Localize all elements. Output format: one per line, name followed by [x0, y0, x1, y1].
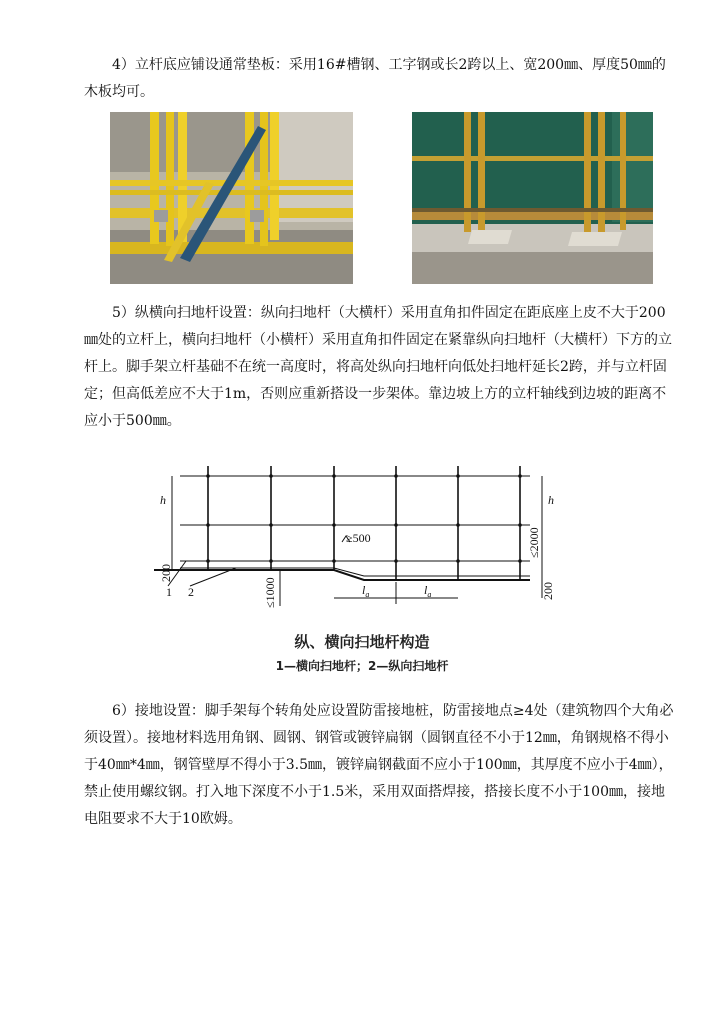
scaffold-base-photo-left	[110, 112, 353, 284]
diagram-label-h-left: h	[160, 493, 166, 507]
diagram-label-la-2: $l_a$	[424, 583, 432, 599]
scaffold-base-photo-right	[412, 112, 653, 284]
diagram-label-h-right: h	[548, 493, 554, 507]
figure-title: 纵、横向扫地杆构造	[294, 633, 430, 651]
diagram-label-la-1: $l_a$	[362, 583, 370, 599]
diagram-label-le2000: ≤2000	[527, 527, 541, 558]
paragraph-4	[84, 52, 674, 106]
diagram-callout-1: 1	[166, 585, 172, 599]
diagram-label-200-left: 200	[159, 564, 173, 582]
paragraph-5-text: 5）纵横向扫地杆设置：纵向扫地杆（大横杆）采用直角扣件固定在距底座上皮不大于200㎜处的立杆上，横向扫地杆（小横杆）采用直角扣件固定在紧靠纵向扫地杆（大横杆）下方的立杆上。脚手架立杆基础不在统一高度时，将高处纵向扫地杆向低处扫地杆延长2跨，并与立杆固定；但高低差应不大于1m，否则应重新搭设一步架体。靠边坡上方的立杆轴线到边坡的距离不应小于500㎜。	[84, 305, 672, 429]
diagram-label-le1000: ≤1000	[263, 577, 277, 608]
diagram-label-ge500: ≥500	[346, 531, 371, 545]
paragraph-4-text: 4）立杆底应铺设通常垫板：采用16#槽钢、工字钢或长2跨以上、宽200㎜、厚度50㎜的木板均可。	[84, 57, 666, 100]
diagram-label-200-right: 200	[541, 582, 555, 600]
figure-legend: 1—横向扫地杆；2—纵向扫地杆	[275, 659, 449, 673]
paragraph-6	[84, 698, 674, 833]
paragraph-5	[84, 300, 674, 435]
diagram-callout-2: 2	[188, 585, 194, 599]
sweeping-pole-diagram	[150, 458, 574, 648]
paragraph-6-text: 6）接地设置：脚手架每个转角处应设置防雷接地桩，防雷接地点≥4处（建筑物四个大角必须设置）。接地材料选用角钢、圆钢、钢管或镀锌扁钢（圆钢直径不小于12㎜，角钢规格不得小于40㎜*4㎜，钢管壁厚不得小于3.5㎜，镀锌扁钢截面不应小于100㎜，其厚度不应小于4㎜），禁止使用螺纹钢。打入地下深度不小于1.5米，采用双面搭焊接，搭接长度不小于100㎜，接地电阻要求不大于10欧姆。	[84, 703, 674, 827]
